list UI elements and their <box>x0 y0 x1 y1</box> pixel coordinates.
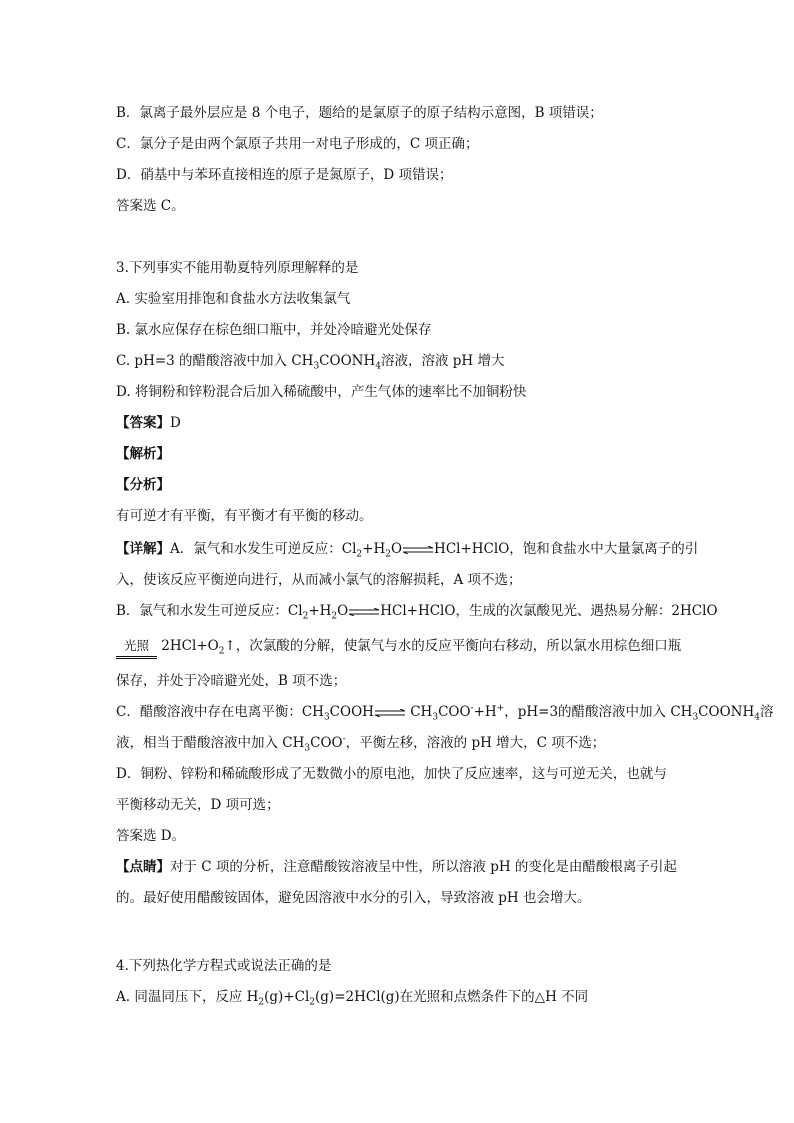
detail-answer-line: 答案选 D。 <box>116 828 186 844</box>
question-3-option-c: C. pH=3 的醋酸溶液中加入 $CH_3COONH_4$溶液，溶液 pH 增大 <box>116 353 505 372</box>
option-d-explanation: D．硝基中与苯环直接相连的原子是氮原子，D 项错误； <box>116 167 453 183</box>
detail-c-line-2: 液，相当于醋酸溶液中加入 $CH_3COO^-$，平衡左移，溶液的 pH 增大，C 项不选； <box>116 734 606 754</box>
fenxi-text: 有可逆才有平衡，有平衡才有平衡的移动。 <box>116 508 373 524</box>
detail-tag: 【详解】 <box>116 541 170 557</box>
detail-b-line-3: 保存，并处于冷暗避光处，B 项不选； <box>116 673 347 689</box>
detail-a-line-2: 入，使该反应平衡逆向进行，从而减小氯气的溶解损耗，A 项不选； <box>116 572 522 588</box>
answer-section <box>116 414 181 432</box>
reversible-arrow-icon <box>375 709 405 717</box>
light-condition-label: 光照 <box>116 637 157 659</box>
answer-value: D <box>170 415 181 431</box>
tip-line-1: 【点睛】对于 C 项的分析，注意醋酸铵溶液呈中性，所以溶液 pH 的变化是由醋酸根离子引起 <box>116 859 677 875</box>
reversible-arrow-icon <box>403 546 433 554</box>
tip-tag: 【点睛】 <box>116 859 170 875</box>
analysis-tag: 【解析】 <box>116 446 170 462</box>
question-4: 4.下列热化学方程式或说法正确的是 <box>116 958 332 974</box>
answer-tag: 【答案】 <box>116 415 170 431</box>
question-4-option-a: A. 同温同压下，反应 $H_2(g)+Cl_2(g)=2HCl(g)$在光照和点燃条件下的△H 不同 <box>116 989 589 1008</box>
answer-line: 答案选 C。 <box>116 198 185 214</box>
detail-d-line-2: 平衡移动无关，D 项可选； <box>116 797 280 813</box>
question-3: 3.下列事实不能用勒夏特列原理解释的是 <box>116 260 359 276</box>
question-3-option-d: D. 将铜粉和锌粉混合后加入稀硫酸中，产生气体的速率比不加铜粉快 <box>116 384 527 400</box>
detail-a-line-1: 【详解】A．氯气和水发生可逆反应：$Cl_2+H_2O$ HCl+HClO，饱和食盐水中大量氯离子的引 <box>116 541 699 560</box>
tip-line-2: 的。最好使用醋酸铵固体，避免因溶液中水分的引入，导致溶液 pH 也会增大。 <box>116 890 591 906</box>
question-3-option-b: B. 氯水应保存在棕色细口瓶中，并处冷暗避光处保存 <box>116 322 432 338</box>
detail-c-line-1: C．醋酸溶液中存在电离平衡：$CH_3COOH$ $CH_3COO^-+H^+$，pH=3的醋酸溶液中加入 $CH_3COONH_4$溶 <box>116 703 774 723</box>
option-b-explanation: B．氯离子最外层应是 8 个电子，题给的是氯原子的原子结构示意图，B 项错误； <box>116 105 603 121</box>
option-c-explanation: C．氯分子是由两个氯原子共用一对电子形成的，C 项正确； <box>116 136 479 152</box>
reversible-arrow-icon <box>349 608 379 616</box>
detail-d-line-1: D．铜粉、锌粉和稀硫酸形成了无数微小的原电池，加快了反应速率，这与可逆无关，也就与 <box>116 766 667 782</box>
question-3-option-a: A. 实验室用排饱和食盐水方法收集氯气 <box>116 291 351 307</box>
detail-b-line-2: 光照 $2HCl+O_2↑$，次氯酸的分解，使氯气与水的反应平衡向右移动，所以氯水用棕色细口瓶 <box>116 637 681 659</box>
fenxi-tag: 【分析】 <box>116 477 170 493</box>
detail-b-line-1: B．氯气和水发生可逆反应：$Cl_2+H_2O$ HCl+HClO，生成的次氯酸见光、遇热易分解：2HClO <box>116 603 718 622</box>
